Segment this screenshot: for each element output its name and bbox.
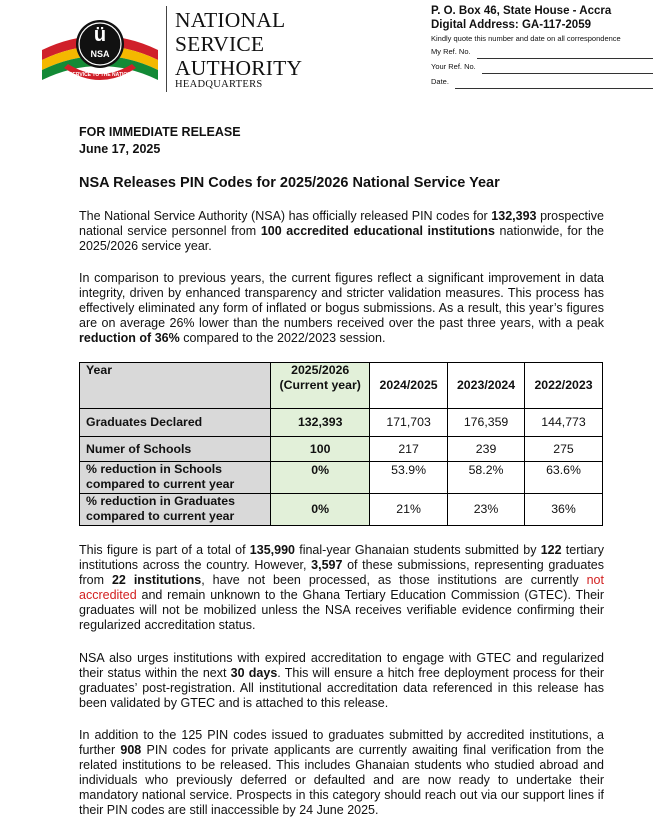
table-row: [80, 409, 603, 437]
table-cell: 63.6%: [525, 462, 603, 494]
table-header-cell: 2022/2023: [525, 363, 603, 409]
paragraph-1: The National Service Authority (NSA) has officially released PIN codes for 132,393 prospective national service personnel from 100 accredited educational institutions nationwide, for the 2025/2026 service year.: [79, 209, 604, 253]
nsa-emblem-icon: [40, 10, 160, 90]
table-cell: 53.9%: [370, 462, 448, 494]
release-info: [79, 124, 241, 157]
not-accredited-text: not accredited: [79, 573, 604, 602]
table-cell: 275: [525, 437, 603, 462]
table-row: [80, 462, 603, 494]
release-label: FOR IMMEDIATE RELEASE: [79, 125, 241, 139]
table-header-cell: Year: [80, 363, 271, 409]
row-label: Graduates Declared: [80, 409, 271, 437]
table-row: [80, 437, 603, 462]
svg-text:ü: ü: [93, 24, 107, 46]
digital-address: Digital Address: GA-117-2059: [431, 19, 591, 31]
table-cell: 58.2%: [448, 462, 525, 494]
table-cell: 23%: [448, 494, 525, 526]
table-cell: 100: [271, 437, 370, 462]
logo-text: NSA: [90, 49, 110, 59]
statistics-table: [79, 362, 603, 526]
org-line-2: SERVICE: [175, 32, 265, 56]
release-date: June 17, 2025: [79, 141, 161, 156]
org-subtitle: HEADQUARTERS: [175, 79, 263, 90]
table-cell: 217: [370, 437, 448, 462]
table-cell: 21%: [370, 494, 448, 526]
table-header-cell: 2024/2025: [370, 363, 448, 409]
table-cell: 171,703: [370, 409, 448, 437]
address-block: [431, 4, 653, 89]
table-cell: 132,393: [271, 409, 370, 437]
table-cell: 36%: [525, 494, 603, 526]
row-label: % reduction in Schools compared to current year: [80, 462, 271, 494]
table-header-cell: 2023/2024: [448, 363, 525, 409]
table-header-row: [80, 363, 603, 409]
table-cell: 176,359: [448, 409, 525, 437]
paragraph-3: This figure is part of a total of 135,990 final-year Ghanaian students submitted by 122 tertiary institutions across the country. However, 3,597 of these submissions, representing graduates from 22 institutions, have not been processed, as those institutions are currently not accredited and remain unknown to the Ghana Tertiary Education Commission (GTEC). Their graduates will not be mobilized unless the NSA receives verifiable evidence confirming their regularized accreditation status.: [79, 543, 604, 632]
organization-name: [175, 8, 302, 91]
table-cell: 0%: [271, 462, 370, 494]
org-line-1: NATIONAL: [175, 8, 286, 32]
press-release-title: NSA Releases PIN Codes for 2025/2026 National Service Year: [79, 175, 500, 191]
paragraph-2: In comparison to previous years, the current figures reflect a significant improvement in data integrity, driven by enhanced transparency and stricter validation measures. This process has effectively eliminated any form of inflated or bogus submissions. As a result, this year’s figures are on average 26% lower than the numbers received over the past three years, with a peak reduction of 36% compared to the 2022/2023 session.: [79, 271, 604, 345]
table-row: [80, 494, 603, 526]
table-cell: 0%: [271, 494, 370, 526]
paragraph-4: NSA also urges institutions with expired accreditation to engage with GTEC and regularized their status within the next 30 days. This will ensure a hitch free deployment process for their graduates’ post-registration. All institutional accreditation data referenced in this release has been validated by GTEC and is attached to this release.: [79, 651, 604, 710]
postal-address: P. O. Box 46, State House - Accra: [431, 5, 612, 17]
header-divider: [166, 6, 167, 92]
org-line-3: AUTHORITY: [175, 56, 303, 80]
nsa-logo: [40, 10, 160, 90]
date-field: Date.: [431, 74, 653, 89]
row-label: Numer of Schools: [80, 437, 271, 462]
table-header-cell: 2025/2026 (Current year): [271, 363, 370, 409]
correspondence-note: Kindly quote this number and date on all correspondence: [431, 34, 621, 43]
logo-ribbon-text: SERVICE TO THE NATION: [69, 72, 131, 78]
row-label: % reduction in Graduates compared to current year: [80, 494, 271, 526]
my-ref-field: My Ref. No.: [431, 44, 653, 59]
your-ref-field: Your Ref. No.: [431, 59, 653, 74]
paragraph-5: In addition to the 125 PIN codes issued to graduates submitted by accredited institutions, a further 908 PIN codes for private applicants are currently awaiting final verification from the related institutions to be released. This includes Ghanaian students who studied abroad and individuals who previously deferred or defaulted and are now ready to undertake their mandatory national service. Prospects in this category should reach out via our support lines if their PIN codes are still inaccessible by 24 June 2025.: [79, 728, 604, 817]
table-cell: 144,773: [525, 409, 603, 437]
table-cell: 239: [448, 437, 525, 462]
